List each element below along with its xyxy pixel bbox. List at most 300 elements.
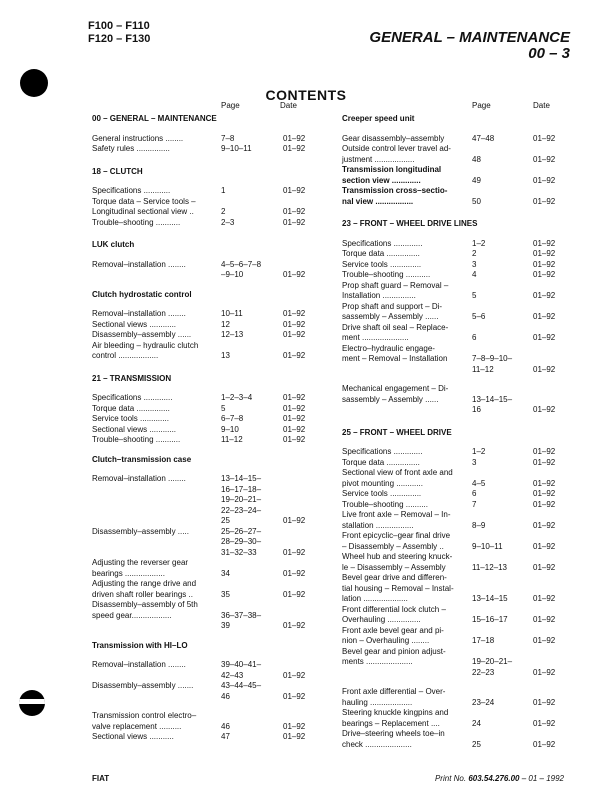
right-date-header: Date — [533, 101, 550, 110]
toc-entry — [92, 404, 312, 415]
toc-entry — [92, 548, 312, 559]
toc-entry — [92, 414, 312, 425]
entry-date: 01–92 — [283, 424, 306, 434]
entry-date: 01–92 — [533, 259, 556, 269]
entry-date: 01–92 — [283, 670, 306, 680]
section-heading-text: Creeper speed unit — [342, 114, 415, 123]
entry-page: 6 — [472, 489, 477, 498]
entry-title: Disassembly–assembly ..... — [92, 526, 189, 536]
entry-title: Specifications ............. — [342, 238, 423, 248]
toc-entry — [342, 489, 564, 500]
section-heading-text: 21 – TRANSMISSION — [92, 373, 172, 383]
entry-date: 01–92 — [283, 351, 306, 360]
toc-section-heading — [92, 374, 312, 385]
entry-page: 5 — [221, 403, 226, 413]
footer-print-info — [435, 774, 564, 784]
toc-entry — [342, 333, 564, 344]
toc-section-heading — [92, 240, 312, 251]
toc-entry — [342, 405, 564, 416]
right-page-header: Page — [472, 101, 491, 110]
entry-date: 01–92 — [533, 196, 556, 206]
entry-page: 2–3 — [221, 217, 235, 227]
entry-page: 19–20–21– — [472, 657, 513, 666]
entry-page: 48 — [472, 154, 481, 164]
entry-title: bearings – Replacement .... — [342, 718, 440, 728]
entry-title: Prop shaft and support – Di- — [342, 301, 443, 311]
entry-page: 39–40–41– — [221, 660, 262, 669]
entry-title: Bevel gear drive and differen- — [342, 573, 447, 582]
entry-date: 01–92 — [283, 133, 306, 143]
section-heading-text: 18 – CLUTCH — [92, 166, 143, 176]
entry-title: valve replacement .......... — [92, 721, 182, 731]
toc-entry — [342, 354, 564, 365]
section-heading-text: Transmission with HI–LO — [92, 640, 188, 650]
entry-date: 01–92 — [533, 739, 556, 749]
entry-page: 16–17–18– — [221, 484, 262, 494]
entry-title: Safety rules ............... — [92, 144, 170, 153]
toc-entry — [92, 558, 312, 569]
entry-title: sassembly – Assembly ...... — [342, 394, 439, 404]
entry-page: 46 — [221, 721, 230, 731]
toc-entry — [92, 660, 312, 671]
entry-page: 12–13 — [221, 330, 244, 339]
entry-title: Removal–installation ........ — [92, 474, 186, 483]
toc-entry — [92, 435, 312, 446]
toc-entry — [342, 323, 564, 334]
toc-entry — [342, 605, 564, 616]
entry-page: 28–29–30– — [221, 537, 262, 546]
entry-title: justment .................. — [342, 154, 415, 164]
entry-page: 25–26–27– — [221, 526, 262, 536]
toc-entry — [342, 134, 564, 145]
entry-date: 01–92 — [533, 270, 556, 279]
model-line-1: F100 – F110 — [88, 20, 150, 32]
entry-page: 7 — [472, 499, 477, 509]
toc-entry — [92, 692, 312, 703]
toc-entry — [342, 510, 564, 521]
entry-page: 12 — [221, 319, 230, 329]
entry-page: 47 — [221, 732, 230, 741]
entry-page: 1–2 — [472, 238, 486, 248]
entry-date: 01–92 — [283, 589, 306, 599]
entry-date: 01–92 — [283, 547, 306, 557]
entry-title: driven shaft roller bearings .. — [92, 589, 193, 599]
entry-date: 01–92 — [283, 721, 306, 731]
toc-entry — [92, 671, 312, 682]
toc-entry — [342, 636, 564, 647]
toc-entry — [342, 260, 564, 271]
entry-page: 11–12 — [221, 435, 243, 444]
entry-date: 01–92 — [533, 562, 556, 572]
toc-entry — [92, 260, 312, 271]
toc-entry — [92, 537, 312, 548]
entry-title: le – Disassembly – Assembly — [342, 562, 446, 572]
entry-date: 01–92 — [283, 186, 306, 195]
toc-section-heading — [342, 219, 564, 230]
toc-entry — [342, 573, 564, 584]
toc-section-heading — [342, 428, 564, 439]
entry-page: –9–10 — [221, 270, 244, 279]
toc-entry — [342, 312, 564, 323]
entry-date: 01–92 — [283, 568, 306, 578]
entry-page: 15–16–17 — [472, 615, 508, 624]
entry-page: 19–20–21– — [221, 495, 262, 504]
toc-entry — [342, 542, 564, 553]
toc-entry — [342, 594, 564, 605]
toc-section-heading — [342, 114, 564, 125]
entry-title: ment – Removal – Installation — [342, 354, 448, 363]
toc-entry — [92, 722, 312, 733]
toc-entry — [92, 711, 312, 722]
entry-title: Trouble–shooting ........... — [342, 270, 431, 279]
toc-entry — [342, 302, 564, 313]
entry-title: Drive shaft oil seal – Replace- — [342, 322, 449, 332]
entry-date: 01–92 — [533, 615, 556, 624]
toc-entry — [342, 668, 564, 679]
entry-page: 17–18 — [472, 636, 495, 645]
entry-page: 22–23–24– — [221, 505, 262, 515]
toc-entry — [342, 176, 564, 187]
toc-entry — [342, 458, 564, 469]
section-page-number: 00 – 3 — [528, 45, 570, 62]
toc-entry — [342, 197, 564, 208]
entry-title: Installation ............... — [342, 291, 416, 300]
entry-date: 01–92 — [533, 636, 556, 645]
entry-date: 01–92 — [533, 457, 556, 467]
toc-entry — [92, 207, 312, 218]
toc-entry — [342, 384, 564, 395]
entry-date: 01–92 — [533, 541, 556, 551]
toc-entry — [92, 516, 312, 527]
entry-date: 01–92 — [533, 312, 556, 321]
entry-title: Transmission cross–sectio- — [342, 186, 448, 195]
entry-title: Electro–hydraulic engage- — [342, 343, 435, 353]
toc-entry — [342, 249, 564, 260]
entry-title: Adjusting the range drive and — [92, 579, 197, 588]
section-heading-text: 23 – FRONT – WHEEL DRIVE LINES — [342, 219, 478, 228]
entry-title: – Disassembly – Assembly .. — [342, 541, 444, 551]
entry-title: Disassembly–assembly of 5th — [92, 600, 198, 609]
toc-entry — [92, 197, 312, 208]
toc-entry — [92, 732, 312, 743]
entry-title: Sectional views ........... — [92, 732, 174, 741]
entry-title: Torque data ............... — [342, 249, 420, 258]
section-heading-text: 25 – FRONT – WHEEL DRIVE — [342, 427, 452, 437]
left-date-header: Date — [280, 101, 297, 110]
entry-date: 01–92 — [283, 621, 306, 630]
entry-page: 6–7–8 — [221, 414, 244, 423]
footer-brand: FIAT — [92, 774, 110, 783]
toc-entry — [92, 527, 312, 538]
entry-title: stallation ................. — [342, 520, 414, 530]
toc-entry — [92, 485, 312, 496]
toc-entry — [342, 687, 564, 698]
toc-entry — [92, 621, 312, 632]
entry-title: Removal–installation ........ — [92, 309, 186, 318]
section-header — [300, 30, 570, 62]
toc-entry — [92, 506, 312, 517]
entry-page: 10–11 — [221, 309, 243, 318]
entry-title: speed gear.................. — [92, 610, 172, 620]
toc-entry — [342, 186, 564, 197]
entry-title: Specifications ............. — [92, 393, 173, 402]
entry-title: Specifications ............ — [92, 186, 171, 195]
entry-date: 01–92 — [533, 718, 556, 728]
entry-date: 01–92 — [533, 333, 556, 342]
toc-entry — [342, 615, 564, 626]
toc-entry — [92, 495, 312, 506]
toc-entry — [92, 341, 312, 352]
toc-entry — [342, 281, 564, 292]
entry-title: pivot mounting ............ — [342, 478, 423, 488]
toc-entry — [342, 155, 564, 166]
entry-title: Trouble–shooting .......... — [342, 499, 428, 509]
toc-entry — [342, 468, 564, 479]
entry-page: 7–8 — [221, 133, 235, 143]
entry-date: 01–92 — [283, 403, 306, 413]
toc-section-heading — [92, 641, 312, 652]
toc-entry — [342, 647, 564, 658]
toc-entry — [92, 611, 312, 622]
toc-entry — [92, 681, 312, 692]
entry-page: 42–43 — [221, 670, 244, 680]
toc-entry — [342, 708, 564, 719]
entry-title: Front differential lock clutch – — [342, 604, 446, 614]
entry-date: 01–92 — [533, 499, 556, 509]
entry-title: check ..................... — [342, 739, 412, 749]
toc-entry — [92, 330, 312, 341]
entry-date: 01–92 — [533, 249, 556, 258]
entry-title: nion – Overhauling ........ — [342, 636, 430, 645]
entry-title: Service tools .............. — [342, 489, 422, 498]
entry-title: Drive–steering wheels toe–in — [342, 729, 445, 738]
toc-section-heading — [92, 114, 312, 125]
entry-title: control .................. — [92, 351, 159, 360]
entry-date: 01–92 — [283, 393, 306, 402]
entry-title: Front axle bevel gear and pi- — [342, 625, 444, 635]
toc-entry — [92, 320, 312, 331]
entry-title: bearings .................. — [92, 568, 165, 578]
entry-title: Trouble–shooting ........... — [92, 217, 181, 227]
entry-title: Front axle differential – Over- — [342, 687, 446, 696]
entry-title: sassembly – Assembly ...... — [342, 312, 439, 321]
toc-entry — [342, 698, 564, 709]
toc-entry — [92, 270, 312, 281]
model-line-2: F120 – F130 — [88, 33, 151, 45]
toc-entry — [92, 144, 312, 155]
entry-page: 16 — [472, 405, 481, 414]
entry-title: Service tools .............. — [342, 259, 422, 269]
entry-title: Sectional views ............ — [92, 424, 177, 434]
entry-title: Overhauling ............... — [342, 615, 421, 624]
left-page-header: Page — [221, 101, 240, 110]
entry-page: 47–48 — [472, 133, 495, 143]
entry-title: hauling ................... — [342, 697, 413, 707]
entry-date: 01–92 — [533, 594, 556, 603]
entry-page: 23–24 — [472, 697, 495, 707]
toc-entry — [342, 291, 564, 302]
entry-date: 01–92 — [533, 238, 556, 248]
entry-date: 01–92 — [283, 330, 306, 339]
entry-title: Removal–installation ........ — [92, 259, 186, 269]
toc-entry — [92, 425, 312, 436]
entry-page: 11–12–13 — [472, 562, 507, 572]
entry-date: 01–92 — [533, 175, 556, 185]
toc-entry — [92, 218, 312, 229]
toc-entry — [92, 393, 312, 404]
entry-date: 01–92 — [533, 291, 556, 300]
toc-entry — [342, 270, 564, 281]
toc-entry — [342, 500, 564, 511]
toc-entry — [342, 719, 564, 730]
entry-date: 01–92 — [533, 405, 556, 414]
toc-right-column — [342, 114, 564, 750]
entry-date: 01–92 — [533, 520, 556, 530]
entry-date: 01–92 — [283, 516, 306, 525]
entry-page: 8–9 — [472, 520, 486, 530]
entry-title: Torque data ............... — [342, 457, 420, 467]
entry-date: 01–92 — [283, 270, 306, 279]
entry-title: Disassembly–assembly ....... — [92, 681, 194, 690]
entry-page: 31–32–33 — [221, 547, 257, 557]
entry-date: 01–92 — [533, 478, 556, 488]
toc-entry — [342, 626, 564, 637]
entry-page: 22–23 — [472, 667, 495, 677]
entry-title: Service tools ............. — [92, 414, 169, 423]
entry-date: 01–92 — [533, 447, 556, 456]
entry-page: 39 — [221, 621, 230, 630]
entry-date: 01–92 — [283, 144, 306, 153]
entry-date: 01–92 — [283, 319, 306, 329]
entry-title: Gear disassembly–assembly — [342, 133, 445, 143]
toc-entry — [342, 395, 564, 406]
toc-entry — [342, 165, 564, 176]
toc-section-heading — [92, 290, 312, 301]
entry-title: Transmission control electro– — [92, 711, 197, 720]
entry-date: 01–92 — [533, 489, 556, 498]
toc-entry — [342, 479, 564, 490]
entry-title: Wheel hub and steering knuck- — [342, 552, 453, 561]
entry-title: section view ............. — [342, 175, 421, 185]
entry-title: Mechanical engagement – Di- — [342, 384, 449, 393]
entry-title: tial housing – Removal – Instal- — [342, 583, 454, 593]
toc-entry — [342, 563, 564, 574]
toc-section-heading — [92, 455, 312, 466]
entry-date: 01–92 — [533, 133, 556, 143]
model-list — [88, 20, 150, 46]
toc-entry — [342, 144, 564, 155]
toc-entry — [342, 552, 564, 563]
binder-hole-bottom-icon — [19, 690, 45, 716]
entry-page: 4–5–6–7–8 — [221, 259, 262, 269]
entry-title: Outside control lever travel ad- — [342, 144, 451, 153]
toc-entry — [92, 579, 312, 590]
entry-page: 24 — [472, 718, 481, 728]
toc-entry — [92, 134, 312, 145]
section-heading-text: Clutch hydrostatic control — [92, 289, 192, 299]
entry-page: 1–2–3–4 — [221, 393, 253, 402]
entry-page: 4 — [472, 270, 477, 279]
entry-date: 01–92 — [533, 154, 556, 164]
entry-title: Torque data – Service tools – — [92, 196, 196, 206]
entry-title: Adjusting the reverser gear — [92, 558, 189, 567]
entry-page: 9–10–11 — [221, 144, 252, 153]
toc-entry — [92, 590, 312, 601]
entry-date: 01–92 — [533, 697, 556, 707]
entry-page: 2 — [472, 249, 477, 258]
toc-entry — [92, 474, 312, 485]
entry-page: 7–8–9–10– — [472, 354, 513, 363]
entry-page: 36–37–38– — [221, 610, 262, 620]
print-date: – 01 – 1992 — [521, 774, 564, 783]
toc-entry — [342, 740, 564, 751]
entry-page: 5 — [472, 291, 477, 300]
toc-left-column — [92, 114, 312, 743]
entry-date: 01–92 — [283, 435, 306, 444]
entry-page: 2 — [221, 207, 226, 216]
entry-title: nal view ................. — [342, 196, 414, 206]
entry-title: ment ..................... — [342, 333, 409, 342]
entry-title: Longitudinal sectional view .. — [92, 207, 194, 216]
entry-title: Front epicyclic–gear final drive — [342, 531, 451, 540]
entry-page: 5–6 — [472, 312, 486, 321]
entry-page: 4–5 — [472, 478, 486, 488]
entry-page: 6 — [472, 333, 477, 342]
entry-title: Prop shaft guard – Removal – — [342, 280, 449, 290]
toc-section-heading — [92, 167, 312, 178]
toc-entry — [342, 447, 564, 458]
entry-page: 1–2 — [472, 447, 486, 456]
entry-date: 01–92 — [283, 691, 306, 701]
entry-page: 9–10 — [221, 424, 239, 434]
entry-title: Removal–installation ........ — [92, 660, 186, 669]
entry-page: 13–14–15– — [221, 474, 262, 483]
entry-title: lation .................... — [342, 594, 408, 603]
entry-page: 35 — [221, 589, 230, 599]
entry-title: Trouble–shooting ........... — [92, 435, 181, 444]
entry-page: 46 — [221, 691, 230, 701]
toc-entry — [342, 365, 564, 376]
entry-title: Torque data ............... — [92, 403, 170, 413]
entry-date: 01–92 — [533, 667, 556, 677]
entry-page: 50 — [472, 196, 481, 206]
entry-page: 3 — [472, 457, 477, 467]
section-title: GENERAL – MAINTENANCE — [369, 29, 570, 46]
entry-page: 11–12 — [472, 364, 494, 374]
entry-date: 01–92 — [533, 364, 556, 374]
entry-date: 01–92 — [283, 217, 306, 227]
toc-entry — [92, 569, 312, 580]
entry-page: 3 — [472, 259, 477, 269]
entry-page: 49 — [472, 175, 481, 185]
print-number: 603.54.276.00 — [468, 774, 520, 783]
toc-entry — [342, 239, 564, 250]
entry-title: Steering knuckle kingpins and — [342, 708, 449, 717]
toc-entry — [92, 309, 312, 320]
entry-title: Air bleeding – hydraulic clutch — [92, 340, 199, 350]
toc-entry — [342, 657, 564, 668]
toc-entry — [92, 600, 312, 611]
contents-title: CONTENTS — [265, 87, 347, 103]
toc-entry — [92, 351, 312, 362]
entry-page: 13–14–15– — [472, 394, 513, 404]
entry-title: Disassembly–assembly ...... — [92, 330, 192, 339]
entry-page: 9–10–11 — [472, 541, 503, 551]
entry-page: 13 — [221, 351, 230, 360]
entry-title: ments ..................... — [342, 657, 413, 666]
entry-date: 01–92 — [283, 207, 306, 216]
entry-page: 25 — [221, 516, 230, 525]
